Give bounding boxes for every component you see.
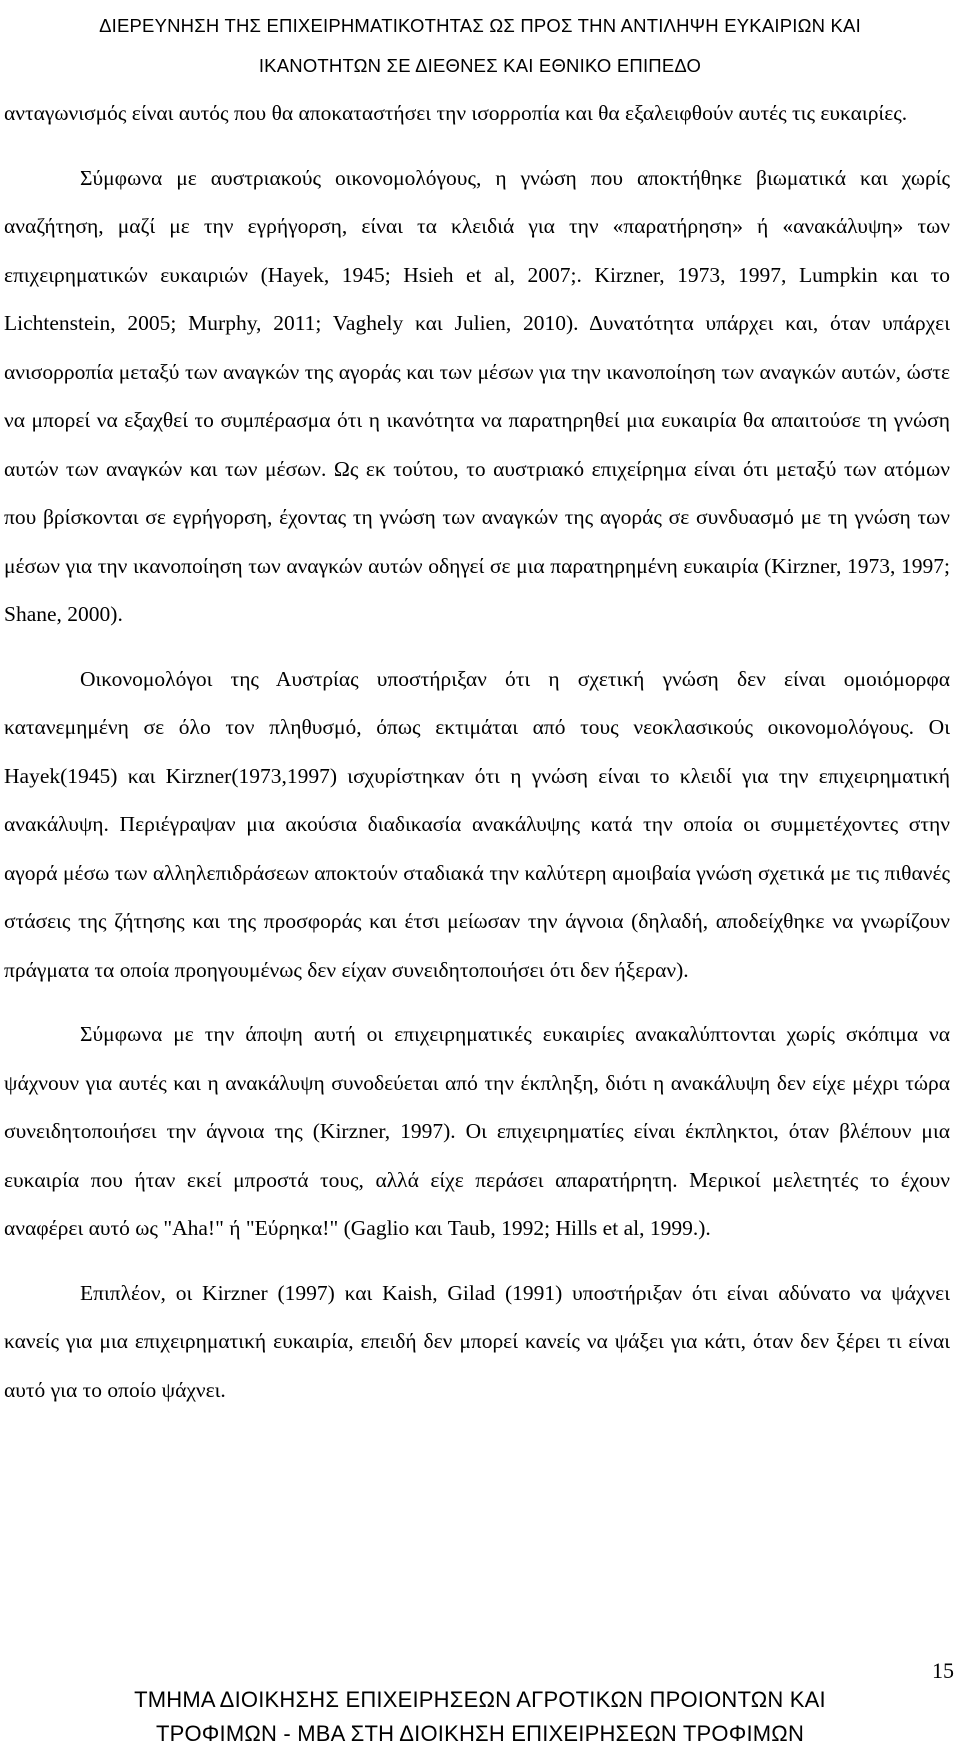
footer-line-1: ΤΜΗΜΑ ΔΙΟΙΚΗΣΗΣ ΕΠΙΧΕΙΡΗΣΕΩΝ ΑΓΡΟΤΙΚΩΝ ΠΡΟΙΟΝΤΩΝ ΚΑΙ [134, 1687, 826, 1712]
paragraph-knowledge-distribution: Οικονομολόγοι της Αυστρίας υποστήριξαν ότι η σχετική γνώση δεν είναι ομοιόμορφα κατανεμημένη σε όλο τον πληθυσμό, όπως εκτιμάται από τους νεοκλασικούς οικονομολόγους. Οι Hayek(1945) και Kirzner(1973,1997) ισχυρίστηκαν ότι η γνώση είναι το κλειδί για την επιχειρηματική ανακάλυψη. Περιέγραψαν μια ακούσια διαδικασία ανακάλυψης κατά την οποία οι συμμετέχοντες στην αγορά μέσω των αλληλεπιδράσεων αποκτούν σταδιακά την καλύτερη αμοιβαία γνώση σχετικά με τις πιθανές στάσεις της ζήτησης και της προσφοράς και έτσι μείωσαν την άγνοια (δηλαδή, αποδείχθηκε να γνωρίζουν πράγματα τα οποία προηγουμένως δεν είχαν συνειδητοποιήσει ότι δεν ήξεραν). [4, 666, 950, 982]
document-body [4, 89, 950, 1430]
paragraph-surprise-discovery: Σύμφωνα με την άποψη αυτή οι επιχειρηματικές ευκαιρίες ανακαλύπτονται χωρίς σκόπιμα να ψάχνουν για αυτές και η ανακάλυψη συνοδεύεται από την έκπληξη, διότι η ανακάλυψη δεν είχε μέχρι τώρα συνειδητοποιήσει την άγνοια της (Kirzner, 1997). Οι επιχειρηματίες είναι έκπληκτοι, όταν βλέπουν μια ευκαιρία που ήταν εκεί μπροστά τους, αλλά είχε περάσει απαρατήρητη. Μερικοί μελετητές το έχουν αναφέρει αυτό ως "Aha!" ή "Εύρηκα!" (Gaglio και Taub, 1992; Hills et al, 1999.). [4, 1022, 950, 1240]
page-footer [0, 1683, 960, 1751]
page-header [0, 6, 960, 86]
paragraph-austrian-economists: Σύμφωνα με αυστριακούς οικονομολόγους, η γνώση που αποκτήθηκε βιωματικά και χωρίς αναζήτηση, μαζί με την εγρήγορση, είναι τα κλειδιά για την «παρατήρηση» ή «ανακάλυψη» των επιχειρηματικών ευκαιριών (Hayek, 1945; Hsieh et al, 2007;. Kirzner, 1973, 1997, Lumpkin και το Lichtenstein, 2005; Murphy, 2011; Vaghely και Julien, 2010). Δυνατότητα υπάρχει και, όταν υπάρχει ανισορροπία μεταξύ των αναγκών της αγοράς και των μέσων για την ικανοποίηση των αναγκών αυτών, ώστε να μπορεί να εξαχθεί το συμπέρασμα ότι η ικανότητα να παρατηρηθεί μια ευκαιρία θα απαιτούσε τη γνώση αυτών των αναγκών και των μέσων. Ως εκ τούτου, το αυστριακό επιχείρημα είναι ότι μεταξύ των ατόμων που βρίσκονται σε εγρήγορση, έχοντας τη γνώση των αναγκών της αγοράς σε συνδυασμό με τη γνώση των μέσων για την ικανοποίηση των αναγκών αυτών οδηγεί σε μια παρατηρημένη ευκαιρία (Kirzner, 1973, 1997; Shane, 2000). [4, 165, 950, 626]
header-line-1: ΔΙΕΡΕΥΝΗΣΗ ΤΗΣ ΕΠΙΧΕΙΡΗΜΑΤΙΚΟΤΗΤΑΣ ΩΣ ΠΡΟΣ ΤΗΝ ΑΝΤΙΛΗΨΗ ΕΥΚΑΙΡΙΩΝ ΚΑΙ [99, 15, 861, 36]
footer-line-2: ΤΡΟΦΙΜΩΝ - ΜΒΑ ΣΤΗ ΔΙΟΙΚΗΣΗ ΕΠΙΧΕΙΡΗΣΕΩΝ ΤΡΟΦΙΜΩΝ [155, 1721, 805, 1746]
paragraph-search-impossibility: Επιπλέον, οι Kirzner (1997) και Kaish, Gilad (1991) υποστήριξαν ότι είναι αδύνατο να ψάχνει κανείς για μια επιχειρηματική ευκαιρία, επειδή δεν μπορεί κανείς να ψάξει για κάτι, όταν δεν ξέρει τι είναι αυτό για το οποίο ψάχνει. [4, 1280, 950, 1402]
page-number: 15 [932, 1658, 954, 1683]
header-line-2: ΙΚΑΝΟΤΗΤΩΝ ΣΕ ΔΙΕΘΝΕΣ ΚΑΙ ΕΘΝΙΚΟ ΕΠΙΠΕΔΟ [258, 55, 702, 76]
paragraph-continuation: ανταγωνισμός είναι αυτός που θα αποκαταστήσει την ισορροπία και θα εξαλειφθούν αυτές τις ευκαιρίες. [4, 101, 908, 125]
